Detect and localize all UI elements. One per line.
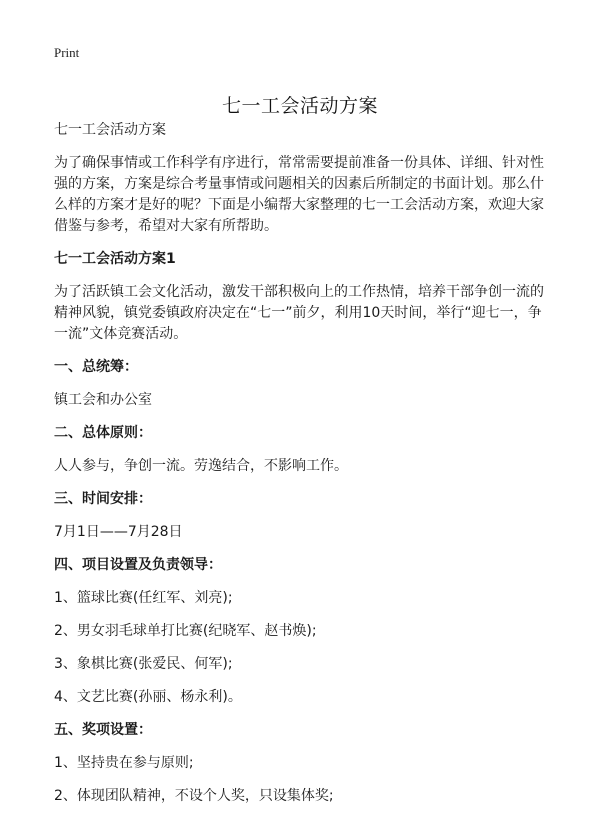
item-line: 2、男女羽毛球单打比赛(纪晓军、赵书焕); xyxy=(54,623,317,639)
section1-heading: 七一工会活动方案1 xyxy=(54,251,176,267)
print-label: Print xyxy=(54,45,80,60)
overall-heading: 一、总统筹： xyxy=(54,359,138,375)
document-body xyxy=(54,120,550,819)
schedule-text: 7月1日——7月28日 xyxy=(54,524,183,540)
schedule-heading: 三、时间安排： xyxy=(54,491,152,507)
section1-paragraph: 为了活跃镇工会文化活动，激发干部积极向上的工作热情，培养干部争创一流的精神风貌，镇党委镇政府决定在“七一”前夕，利用10天时间，举行“迎七一，争一流”文体竞赛活动。 xyxy=(54,284,544,342)
page-title: 七一工会活动方案 xyxy=(221,94,378,117)
item-line: 3、象棋比赛(张爱民、何军); xyxy=(54,656,233,672)
item-line: 4、文艺比赛(孙丽、杨永利)。 xyxy=(54,689,242,705)
principle-heading: 二、总体原则： xyxy=(54,425,152,441)
overall-text: 镇工会和办公室 xyxy=(54,392,152,408)
principle-text: 人人参与，争创一流。劳逸结合，不影响工作。 xyxy=(54,458,348,474)
award-line: 1、坚持贵在参与原则; xyxy=(54,755,194,771)
items-heading: 四、项目设置及负责领导： xyxy=(54,557,222,573)
document-subtitle: 七一工会活动方案 xyxy=(54,122,166,138)
intro-paragraph: 为了确保事情或工作科学有序进行，常常需要提前准备一份具体、详细、针对性强的方案，方案是综合考量事情或问题相关的因素后所制定的书面计划。那么什么样的方案才是好的呢？下面是小编帮大家整理的七一工会活动方案，欢迎大家借鉴与参考，希望对大家有所帮助。 xyxy=(54,155,544,234)
awards-heading: 五、奖项设置： xyxy=(54,722,152,738)
item-line: 1、篮球比赛(任红军、刘亮); xyxy=(54,590,233,606)
award-line: 2、体现团队精神，不设个人奖，只设集体奖; xyxy=(54,788,334,804)
